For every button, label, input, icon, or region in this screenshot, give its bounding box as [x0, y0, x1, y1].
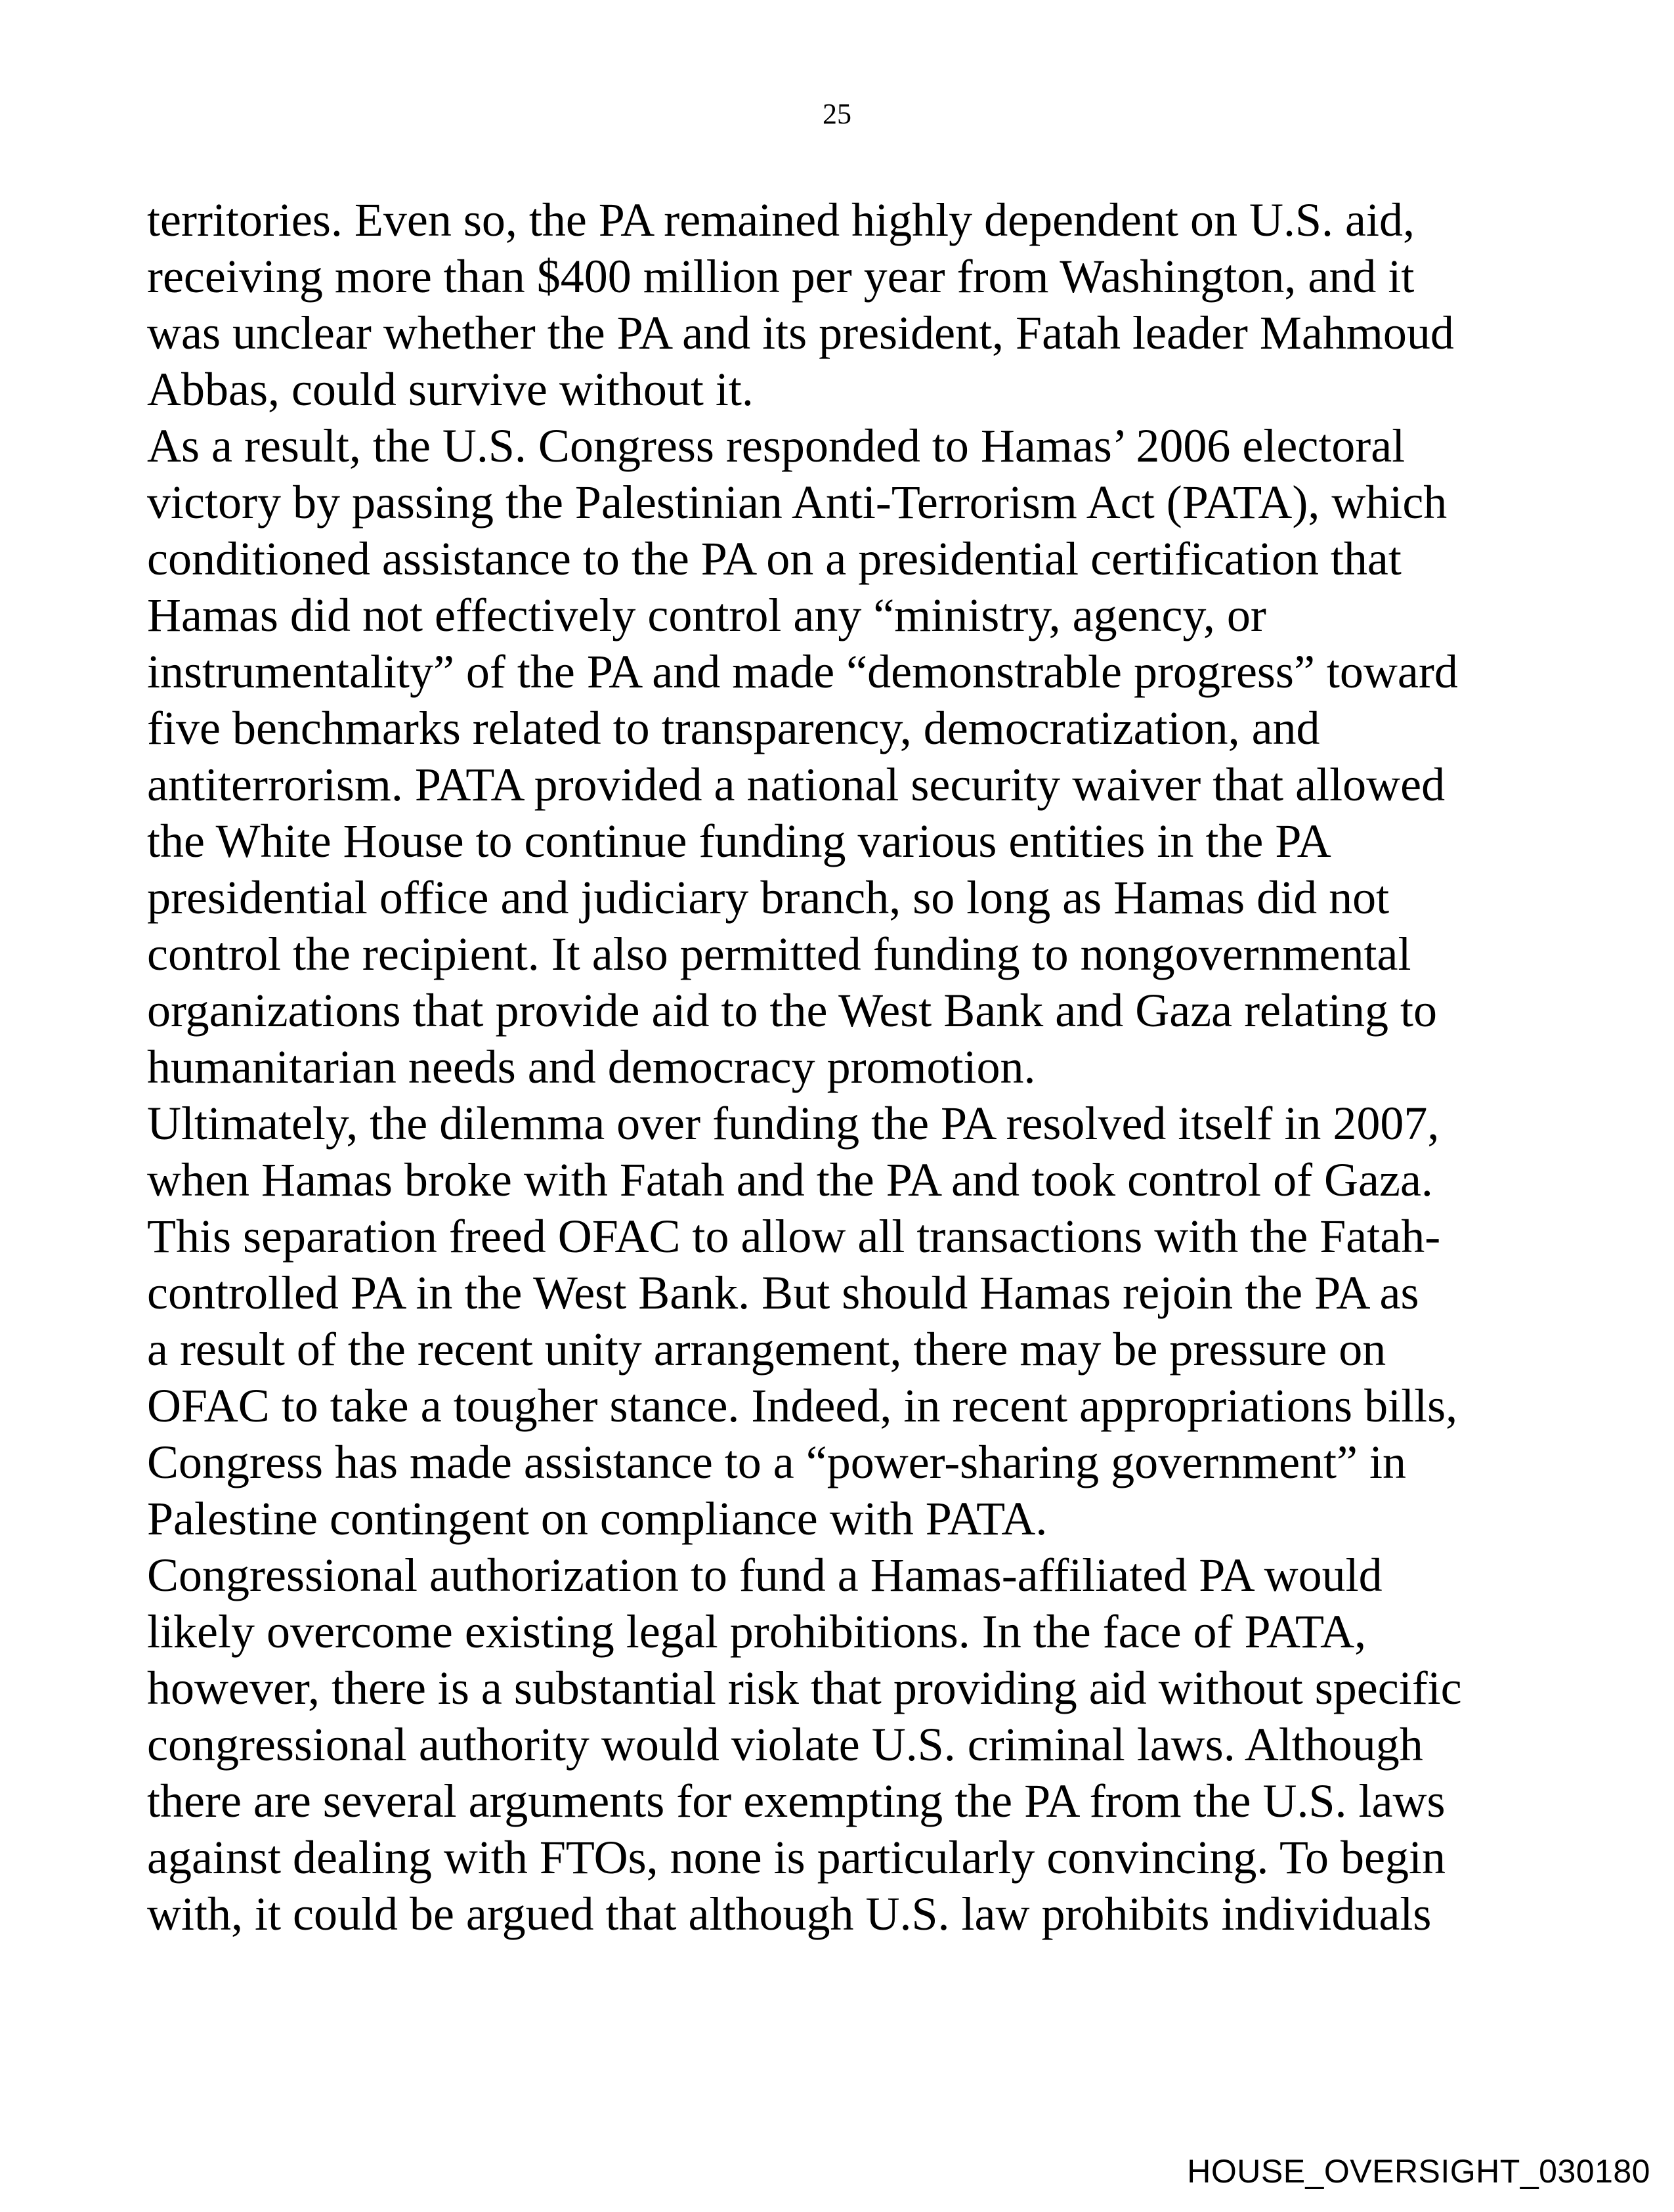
text-line: conditioned assistance to the PA on a presidential certification that [147, 532, 1402, 585]
bates-number: HOUSE_OVERSIGHT_030180 [1187, 2153, 1650, 2190]
text-line: Hamas did not effectively control any “ministry, agency, or [147, 589, 1266, 641]
text-line: Congress has made assistance to a “power-sharing government” in [147, 1436, 1406, 1488]
text-line: Ultimately, the dilemma over funding the PA resolved itself in 2007, [147, 1097, 1440, 1150]
text-line: territories. Even so, the PA remained highly dependent on U.S. aid, [147, 194, 1415, 246]
text-line: As a result, the U.S. Congress responded to Hamas’ 2006 electoral [147, 420, 1406, 472]
text-line: with, it could be argued that although U.S. law prohibits individuals [147, 1888, 1432, 1940]
text-line: control the recipient. It also permitted funding to nongovernmental [147, 928, 1411, 980]
text-line: OFAC to take a tougher stance. Indeed, in recent appropriations bills, [147, 1379, 1458, 1432]
text-line: congressional authority would violate U.S. criminal laws. Although [147, 1718, 1423, 1771]
text-line: against dealing with FTOs, none is particularly convincing. To begin [147, 1831, 1446, 1884]
page-number: 25 [823, 98, 851, 130]
text-line: organizations that provide aid to the West Bank and Gaza relating to [147, 984, 1437, 1037]
text-line: antiterrorism. PATA provided a national security waiver that allowed [147, 758, 1446, 811]
body-text [147, 192, 1552, 1942]
text-line: This separation freed OFAC to allow all transactions with the Fatah- [147, 1210, 1441, 1263]
text-line: receiving more than $400 million per year from Washington, and it [147, 250, 1415, 303]
text-line: Abbas, could survive without it. [147, 363, 754, 416]
text-line: humanitarian needs and democracy promotion. [147, 1041, 1036, 1093]
text-line: Palestine contingent on compliance with PATA. [147, 1492, 1048, 1545]
text-line: presidential office and judiciary branch, so long as Hamas did not [147, 871, 1390, 924]
text-line: the White House to continue funding various entities in the PA [147, 815, 1331, 867]
text-line: victory by passing the Palestinian Anti-Terrorism Act (PATA), which [147, 476, 1448, 529]
text-line: instrumentality” of the PA and made “demonstrable progress” toward [147, 645, 1458, 698]
text-line: likely overcome existing legal prohibitions. In the face of PATA, [147, 1605, 1367, 1658]
text-line: there are several arguments for exempting the PA from the U.S. laws [147, 1775, 1446, 1827]
text-line: Congressional authorization to fund a Hamas-affiliated PA would [147, 1549, 1383, 1601]
text-line: however, there is a substantial risk that providing aid without specific [147, 1662, 1462, 1714]
text-line: controlled PA in the West Bank. But should Hamas rejoin the PA as [147, 1267, 1419, 1319]
text-line: was unclear whether the PA and its president, Fatah leader Mahmoud [147, 307, 1454, 359]
text-line: a result of the recent unity arrangement, there may be pressure on [147, 1323, 1386, 1376]
text-line: when Hamas broke with Fatah and the PA and took control of Gaza. [147, 1154, 1433, 1206]
text-line: five benchmarks related to transparency, democratization, and [147, 702, 1320, 754]
